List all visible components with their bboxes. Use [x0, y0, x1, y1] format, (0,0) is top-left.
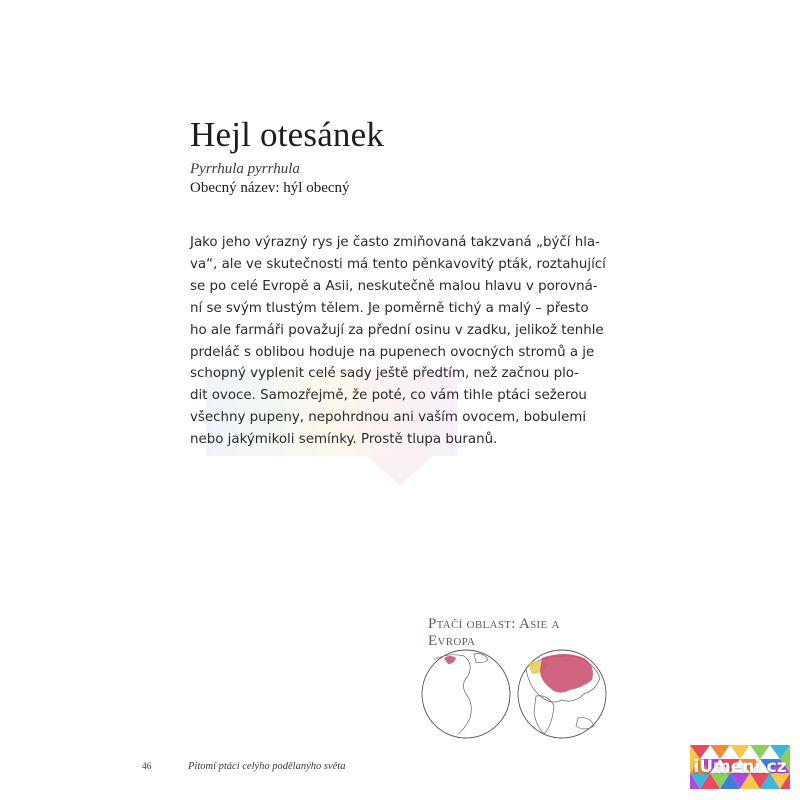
- page-number: 46: [142, 762, 152, 772]
- west-europe-range: [444, 656, 456, 664]
- body-line: nebo jakýmikoli semínky. Prostě tlupa buranů.: [190, 432, 498, 448]
- body-line: prdeláč s oblibou hoduje na pupenech ovocných stromů a je: [190, 344, 595, 360]
- body-paragraph: [190, 232, 615, 451]
- body-line: dit ovoce. Samozřejmě, že poté, co vám tihle ptáci sežerou: [190, 388, 587, 404]
- bird-title: Hejl otesánek: [190, 115, 385, 154]
- range-primary: [540, 654, 593, 693]
- americas-outline: [434, 655, 471, 734]
- book-title: Pitomí ptáci celýho podělanýho světa: [188, 761, 346, 772]
- body-line: ní se svým tlustým tělem. Je poměrně tichý a malý – přesto: [190, 300, 589, 316]
- africa-outline: [534, 696, 554, 734]
- body-line: va“, ale ve skutečnosti má tento pěnkavovitý pták, roztahující: [190, 256, 606, 272]
- body-line: se po celé Evropě a Asii, neskutečně malou hlavu v porovná-: [190, 278, 598, 294]
- body-line: schopný vyplenit celé sady ještě předtím, než začnou plo-: [190, 366, 580, 382]
- body-line: všechny pupeny, nepohrdnou ani vaším ovocem, bobulemi: [190, 410, 587, 426]
- site-logo[interactable]: [690, 745, 790, 789]
- latin-name: Pyrrhula pyrrhula: [190, 161, 300, 177]
- common-name: Obecný název: hýl obecný: [190, 180, 350, 196]
- australia-outline: [576, 718, 594, 729]
- world-map-icon: [414, 634, 614, 754]
- region-label: Ptačí oblast: Asie a Evropa: [428, 616, 560, 649]
- watermark-pointer: [368, 456, 432, 486]
- logo-text: iUmeni.cz: [693, 757, 787, 777]
- body-line: ho ale farmáři považují za přední osinu v zadku, jelikož tenhle: [190, 322, 604, 338]
- body-line: Jako jeho výrazný rys je často zmiňovaná takzvaná „býčí hla-: [190, 235, 600, 250]
